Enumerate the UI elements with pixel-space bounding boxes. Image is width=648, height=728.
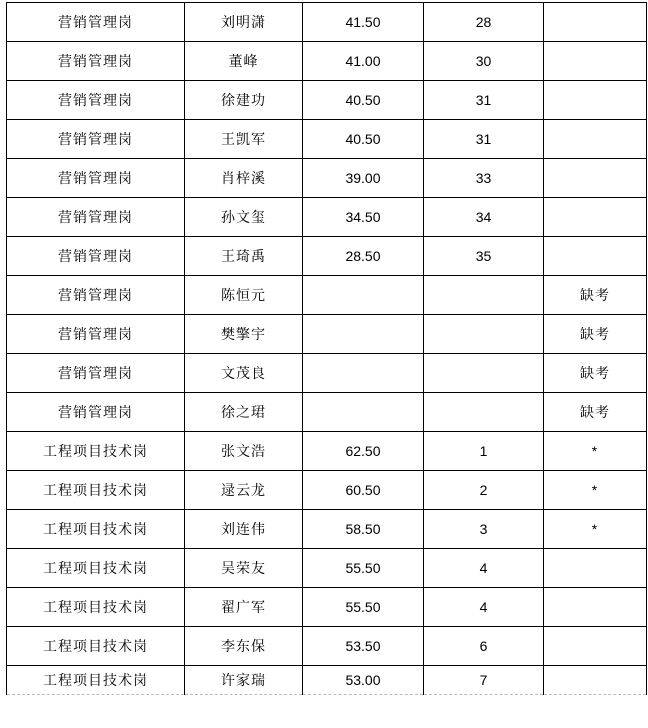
cell-rank: 30 bbox=[424, 42, 544, 81]
cell-note bbox=[544, 81, 647, 120]
cell-post: 营销管理岗 bbox=[7, 237, 185, 276]
table-row bbox=[7, 627, 647, 666]
table-row bbox=[7, 198, 647, 237]
cell-name: 逯云龙 bbox=[185, 471, 303, 510]
cell-rank bbox=[424, 393, 544, 432]
cell-rank bbox=[424, 354, 544, 393]
cell-post: 营销管理岗 bbox=[7, 276, 185, 315]
cell-note: 缺考 bbox=[544, 276, 647, 315]
cell-name: 许家瑞 bbox=[185, 666, 303, 695]
cell-rank: 34 bbox=[424, 198, 544, 237]
cell-rank: 33 bbox=[424, 159, 544, 198]
cell-post: 工程项目技术岗 bbox=[7, 627, 185, 666]
cell-post: 工程项目技术岗 bbox=[7, 432, 185, 471]
cell-rank bbox=[424, 315, 544, 354]
cell-name: 文茂良 bbox=[185, 354, 303, 393]
table-row bbox=[7, 510, 647, 549]
cell-score: 41.50 bbox=[303, 3, 424, 42]
cell-name: 刘连伟 bbox=[185, 510, 303, 549]
cell-name: 王琦禹 bbox=[185, 237, 303, 276]
cell-score: 62.50 bbox=[303, 432, 424, 471]
cell-note bbox=[544, 588, 647, 627]
cell-score bbox=[303, 393, 424, 432]
cell-rank: 3 bbox=[424, 510, 544, 549]
table-row bbox=[7, 432, 647, 471]
cell-post: 营销管理岗 bbox=[7, 3, 185, 42]
cell-score: 53.00 bbox=[303, 666, 424, 695]
cell-score: 39.00 bbox=[303, 159, 424, 198]
cell-post: 营销管理岗 bbox=[7, 120, 185, 159]
cell-score: 28.50 bbox=[303, 237, 424, 276]
cell-note: 缺考 bbox=[544, 315, 647, 354]
table-row bbox=[7, 276, 647, 315]
cell-post: 营销管理岗 bbox=[7, 198, 185, 237]
cell-rank: 2 bbox=[424, 471, 544, 510]
cell-post: 营销管理岗 bbox=[7, 393, 185, 432]
cell-note bbox=[544, 666, 647, 695]
table-row bbox=[7, 237, 647, 276]
table-row bbox=[7, 666, 647, 695]
cell-name: 徐建功 bbox=[185, 81, 303, 120]
cell-note bbox=[544, 549, 647, 588]
table-row bbox=[7, 120, 647, 159]
cell-note bbox=[544, 237, 647, 276]
cell-name: 李东保 bbox=[185, 627, 303, 666]
cell-name: 王凯军 bbox=[185, 120, 303, 159]
cell-post: 工程项目技术岗 bbox=[7, 549, 185, 588]
cell-note bbox=[544, 159, 647, 198]
results-table bbox=[6, 2, 647, 695]
cell-note: 缺考 bbox=[544, 354, 647, 393]
cell-post: 工程项目技术岗 bbox=[7, 588, 185, 627]
cell-rank: 1 bbox=[424, 432, 544, 471]
table-row bbox=[7, 588, 647, 627]
cell-score bbox=[303, 315, 424, 354]
cell-name: 张文浩 bbox=[185, 432, 303, 471]
cell-name: 翟广军 bbox=[185, 588, 303, 627]
cell-name: 陈恒元 bbox=[185, 276, 303, 315]
table-row bbox=[7, 81, 647, 120]
cell-post: 工程项目技术岗 bbox=[7, 510, 185, 549]
cell-note: 缺考 bbox=[544, 393, 647, 432]
cell-score: 58.50 bbox=[303, 510, 424, 549]
cell-note bbox=[544, 42, 647, 81]
cell-score: 40.50 bbox=[303, 81, 424, 120]
table-row bbox=[7, 393, 647, 432]
document-page bbox=[0, 2, 648, 728]
cell-rank: 7 bbox=[424, 666, 544, 695]
table-row bbox=[7, 471, 647, 510]
cell-score bbox=[303, 276, 424, 315]
cell-note bbox=[544, 198, 647, 237]
cell-score: 41.00 bbox=[303, 42, 424, 81]
cell-name: 樊擎宇 bbox=[185, 315, 303, 354]
cell-post: 营销管理岗 bbox=[7, 81, 185, 120]
cell-rank: 4 bbox=[424, 588, 544, 627]
cell-rank: 4 bbox=[424, 549, 544, 588]
table-row bbox=[7, 354, 647, 393]
cell-score: 40.50 bbox=[303, 120, 424, 159]
cell-rank: 31 bbox=[424, 120, 544, 159]
cell-note bbox=[544, 627, 647, 666]
cell-score bbox=[303, 354, 424, 393]
table-row bbox=[7, 315, 647, 354]
cell-note bbox=[544, 3, 647, 42]
cell-name: 吴荣友 bbox=[185, 549, 303, 588]
table-row bbox=[7, 3, 647, 42]
cell-note: * bbox=[544, 432, 647, 471]
cell-name: 刘明潇 bbox=[185, 3, 303, 42]
cell-rank: 31 bbox=[424, 81, 544, 120]
cell-note: * bbox=[544, 510, 647, 549]
cell-rank: 28 bbox=[424, 3, 544, 42]
cell-rank: 6 bbox=[424, 627, 544, 666]
cell-score: 55.50 bbox=[303, 549, 424, 588]
cell-post: 营销管理岗 bbox=[7, 315, 185, 354]
cell-post: 营销管理岗 bbox=[7, 354, 185, 393]
cell-name: 徐之珺 bbox=[185, 393, 303, 432]
cell-score: 60.50 bbox=[303, 471, 424, 510]
cell-post: 营销管理岗 bbox=[7, 42, 185, 81]
cell-rank bbox=[424, 276, 544, 315]
cell-name: 董峰 bbox=[185, 42, 303, 81]
cell-score: 53.50 bbox=[303, 627, 424, 666]
cell-post: 营销管理岗 bbox=[7, 159, 185, 198]
cell-name: 孙文玺 bbox=[185, 198, 303, 237]
table-row bbox=[7, 159, 647, 198]
cell-note: * bbox=[544, 471, 647, 510]
cell-score: 34.50 bbox=[303, 198, 424, 237]
cell-post: 工程项目技术岗 bbox=[7, 666, 185, 695]
cell-score: 55.50 bbox=[303, 588, 424, 627]
cell-name: 肖梓溪 bbox=[185, 159, 303, 198]
cell-note bbox=[544, 120, 647, 159]
cell-rank: 35 bbox=[424, 237, 544, 276]
cell-post: 工程项目技术岗 bbox=[7, 471, 185, 510]
table-body bbox=[7, 3, 647, 695]
table-row bbox=[7, 549, 647, 588]
table-row bbox=[7, 42, 647, 81]
